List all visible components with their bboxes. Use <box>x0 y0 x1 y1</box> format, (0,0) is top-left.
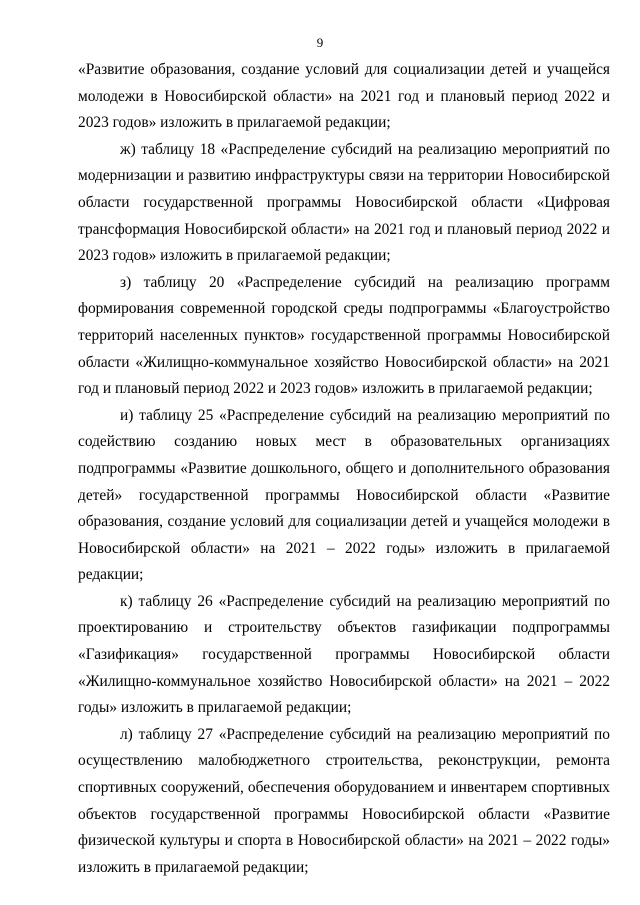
document-body <box>78 57 610 881</box>
page-number: 9 <box>316 35 324 50</box>
paragraph-item-k: к) таблицу 26 «Распределение субсидий на реализацию мероприятий по проектированию и строительству объектов газификации подпрограммы «Газификация» государственной программы Новосибирской области «Жилищно-коммунальное хозяйство Новосибирской области» на 2021 – 2022 годы» изложить в прилагаемой редакции; <box>78 592 610 717</box>
paragraph-continuation: «Развитие образования, создание условий для социализации детей и учащейся молодежи в Новосибирской области» на 2021 год и плановый период 2022 и 2023 годов» изложить в прилагаемой редакции; <box>78 61 610 132</box>
paragraph-item-i: и) таблицу 25 «Распределение субсидий на реализацию мероприятий по содействию созданию новых мест в образовательных организациях подпрограммы «Развитие дошкольного, общего и дополнительного образования детей» государственной программы Новосибирской области «Развитие образования, создание условий для социализации детей и учащейся молодежи в Новосибирской области» на 2021 – 2022 годы» изложить в прилагаемой редакции; <box>78 406 610 584</box>
paragraph-item-l: л) таблицу 27 «Распределение субсидий на реализацию мероприятий по осуществлению малобюджетного строительства, реконструкции, ремонта спортивных сооружений, обеспечения оборудованием и инвентарем спортивных объектов государственной программы Новосибирской области «Развитие физической культуры и спорта в Новосибирской области» на 2021 – 2022 годы» изложить в прилагаемой редакции; <box>78 725 610 876</box>
paragraph-item-zh: ж) таблицу 18 «Распределение субсидий на реализацию мероприятий по модернизации и развитию инфраструктуры связи на территории Новосибирской области государственной программы Новосибирской области «Цифровая трансформация Новосибирской области» на 2021 год и плановый период 2022 и 2023 годов» изложить в прилагаемой редакции; <box>78 140 610 265</box>
paragraph-item-z: з) таблицу 20 «Распределение субсидий на реализацию программ формирования современной городской среды подпрограммы «Благоустройство территорий населенных пунктов» государственной программы Новосибирской области «Жилищно-коммунальное хозяйство Новосибирской области» на 2021 год и плановый период 2022 и 2023 годов» изложить в прилагаемой редакции; <box>78 273 610 398</box>
